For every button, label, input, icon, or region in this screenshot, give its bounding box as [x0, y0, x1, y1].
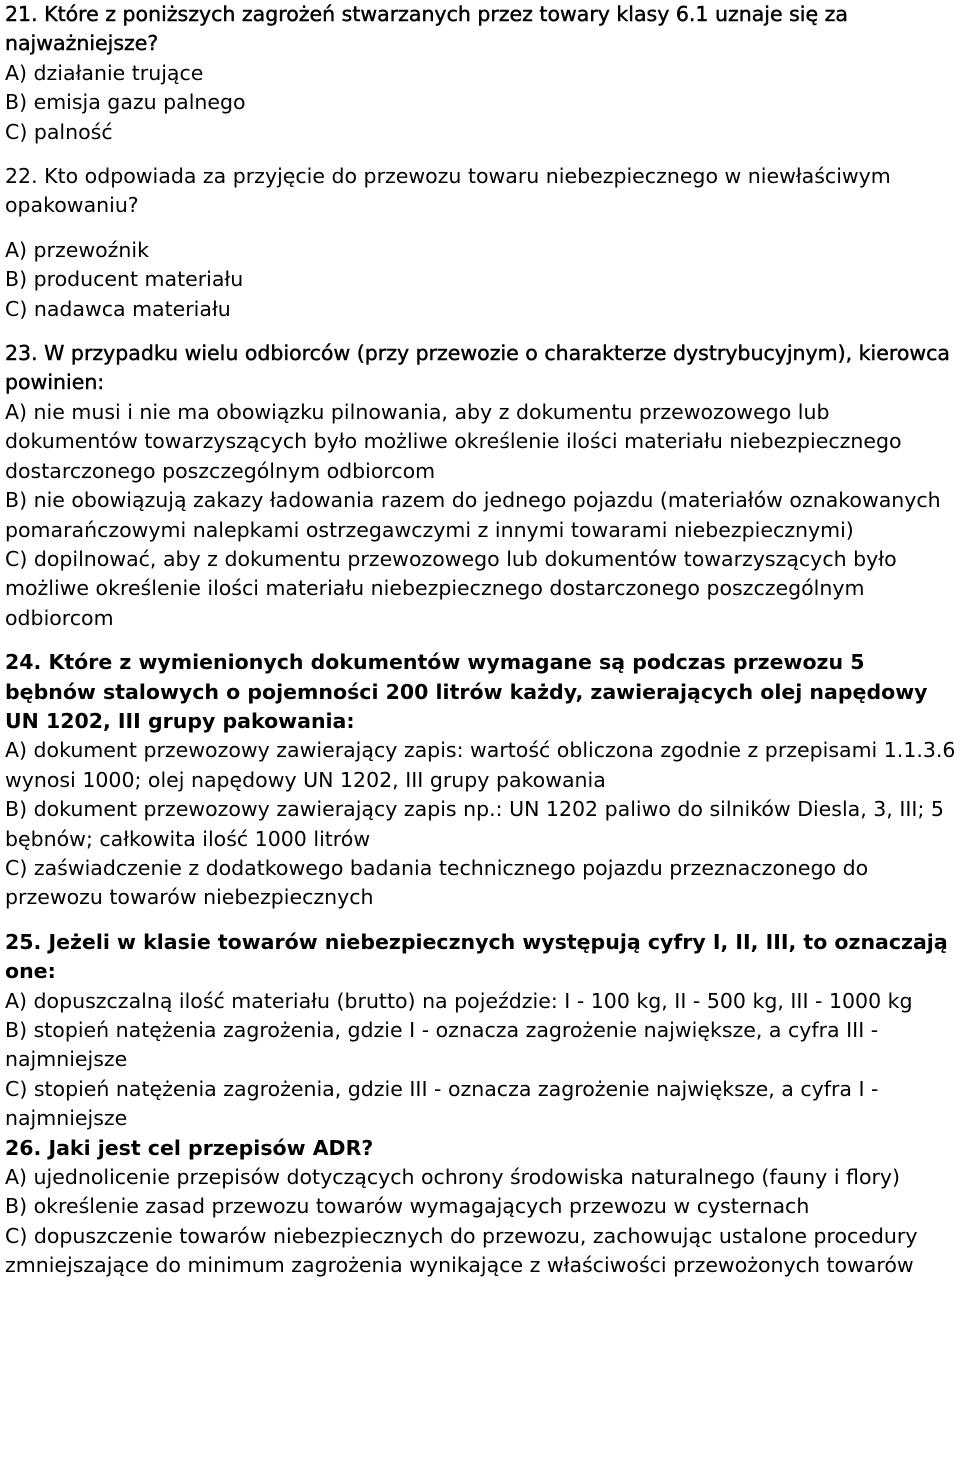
question-title [5, 1134, 960, 1163]
answer-b: B) stopień natężenia zagrożenia, gdzie I - oznacza zagrożenie największe, a cyfra III - najmniejsze [5, 1018, 879, 1072]
answer-a: A) działanie trujące [5, 60, 204, 85]
question-title [5, 928, 960, 987]
answer-b: B) dokument przewozowy zawierający zapis np.: UN 1202 paliwo do silników Diesla, 3, III; 5 bębnów; całkowita ilość 1000 litrów [5, 797, 944, 851]
question-26 [5, 1134, 960, 1281]
answer-c: C) dopuszczenie towarów niebezpiecznych do przewozu, zachowując ustalone procedury zmniejszające do minimum zagrożenia wynikające z właściwości przewożonych towarów [5, 1223, 918, 1278]
answer-a: A) przewoźnik [5, 237, 149, 262]
answer-c: C) palność [5, 119, 113, 144]
answer-a: A) nie musi i nie ma obowiązku pilnowania, aby z dokumentu przewozowego lub dokumentów towarzyszących było możliwe określenie ilości materiału niebezpiecznego dostarczonego poszczególnym odbiorcom [5, 399, 902, 483]
question-text: Kto odpowiada za przyjęcie do przewozu towaru niebezpiecznego w niewłaściwym opakowaniu? [5, 164, 891, 218]
question-title [5, 339, 960, 398]
question-text: Które z poniższych zagrożeń stwarzanych przez towary klasy 6.1 uznaje się za najważniejsze? [5, 2, 848, 56]
question-title [5, 162, 960, 221]
answer-c: C) zaświadczenie z dodatkowego badania technicznego pojazdu przeznaczonego do przewozu towarów niebezpiecznych [5, 855, 869, 910]
question-24 [5, 648, 960, 913]
question-text: Które z wymienionych dokumentów wymagane są podczas przewozu 5 bębnów stalowych o pojemności 200 litrów każdy, zawierających olej napędowy UN 1202, III grupy pakowania: [5, 650, 928, 733]
question-number: 22. [5, 164, 38, 189]
answer-a: A) ujednolicenie przepisów dotyczących ochrony środowiska naturalnego (fauny i flory) [5, 1165, 901, 1190]
question-sheet [5, 0, 960, 1281]
question-number: 21. [5, 2, 38, 26]
question-25 [5, 928, 960, 1134]
answer-c: C) nadawca materiału [5, 296, 231, 321]
question-number: 24. [5, 650, 42, 675]
question-23 [5, 339, 960, 633]
question-title [5, 648, 960, 736]
answer-b: B) producent materiału [5, 267, 244, 292]
answer-b: B) nie obowiązują zakazy ładowania razem do jednego pojazdu (materiałów oznakowanych pomarańczowymi nalepkami ostrzegawczymi z innymi towarami niebezpiecznymi) [5, 488, 941, 542]
question-text: W przypadku wielu odbiorców (przy przewozie o charakterze dystrybucyjnym), kierowca powinien: [5, 341, 950, 395]
question-title [5, 0, 960, 59]
question-number: 25. [5, 929, 42, 954]
question-22 [5, 162, 960, 324]
answer-b: B) emisja gazu palnego [5, 90, 246, 115]
answer-c: C) stopień natężenia zagrożenia, gdzie III - oznacza zagrożenie największe, a cyfra I - najmniejsze [5, 1076, 879, 1131]
question-number: 23. [5, 341, 38, 366]
question-21 [5, 0, 960, 147]
answer-c: C) dopilnować, aby z dokumentu przewozowego lub dokumentów towarzyszących było możliwe określenie ilości materiału niebezpiecznego dostarczonego poszczególnym odbiorcom [5, 546, 897, 630]
answer-a: A) dokument przewozowy zawierający zapis: wartość obliczona zgodnie z przepisami 1.1.3.6 wynosi 1000; olej napędowy UN 1202, III grupy pakowania [5, 738, 956, 792]
question-text: Jeżeli w klasie towarów niebezpiecznych występują cyfry I, II, III, to oznaczają one: [5, 929, 948, 984]
question-number: 26. [5, 1135, 42, 1160]
question-text: Jaki jest cel przepisów ADR? [48, 1135, 374, 1160]
answer-a: A) dopuszczalną ilość materiału (brutto) na pojeździe: I - 100 kg, II - 500 kg, III - 1000 kg [5, 988, 913, 1013]
answer-b: B) określenie zasad przewozu towarów wymagających przewozu w cysternach [5, 1194, 810, 1219]
